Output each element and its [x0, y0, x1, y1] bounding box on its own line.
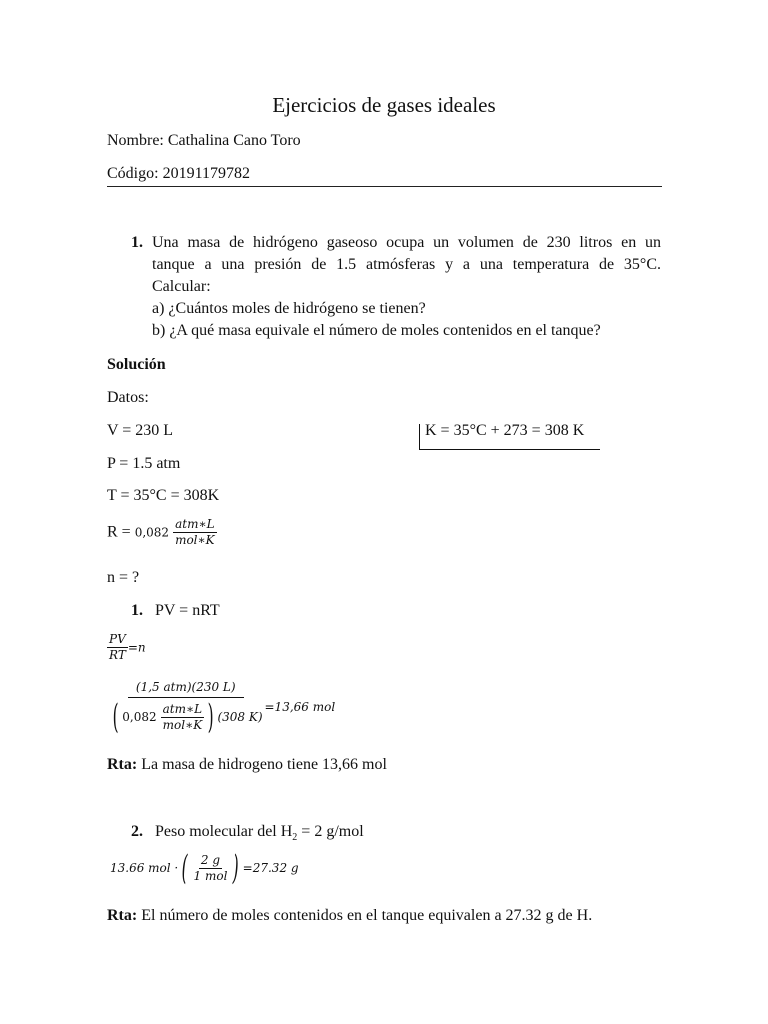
equals-n: =n	[127, 640, 146, 655]
answer-2	[107, 907, 592, 925]
pv-over-rt	[107, 632, 146, 663]
gas-constant-units	[173, 517, 217, 548]
calc-r-units-num: atm∗L	[162, 701, 203, 716]
student-name: Nombre: Cathalina Cano Toro	[107, 132, 301, 149]
gas-constant-units-den: mol∗K	[175, 533, 215, 547]
mass-calc-left: 13.66 mol ·	[110, 861, 179, 875]
calc-r-value: 0,082	[122, 709, 157, 724]
exercise-line-2: tanque a una presión de 1.5 atmósferas y a una temperatura de 35°C.	[152, 256, 661, 273]
ideal-gas-law: PV = nRT	[155, 602, 220, 619]
step-1-number: 1.	[131, 602, 143, 619]
exercise-line-1: Una masa de hidrógeno gaseoso ocupa un volumen de 230 litros en un	[152, 234, 661, 251]
exercise-question-a: a) ¿Cuántos moles de hidrógeno se tienen?	[152, 300, 426, 317]
rt-den: RT	[109, 648, 126, 662]
exercise-line-3: Calcular:	[152, 278, 211, 295]
moles-calculation	[107, 680, 336, 737]
mass-calc-result: =27.32 g	[242, 861, 299, 875]
exercise-number: 1.	[131, 234, 143, 251]
answer-1-text: La masa de hidrogeno tiene 13,66 mol	[141, 756, 387, 773]
calc-temperature: (308 K)	[217, 709, 263, 724]
answer-2-text: El número de moles contenidos en el tanque equivalen a 27.32 g de H.	[141, 907, 593, 924]
answer-1	[107, 756, 387, 774]
calc-r-units-den: mol∗K	[162, 717, 203, 732]
header-divider	[107, 186, 662, 187]
pressure-value: P = 1.5 atm	[107, 455, 181, 472]
gas-constant	[107, 517, 217, 548]
solution-heading: Solución	[107, 356, 166, 373]
pv-num: PV	[109, 632, 126, 646]
mass-calculation: 13.66 mol · ( $\frac{2 g}{\text{1 mol}}$ ) =27.32 g	[110, 848, 299, 888]
mass-calc-den: 1 mol	[193, 868, 228, 883]
calc-denominator: ( 0,082 $\frac{\text{atm∗L}}{\text{mol∗K}}$ ) (308 K)	[112, 697, 263, 737]
molecular-weight-subscript: 2	[292, 832, 298, 844]
gas-constant-label: R =	[107, 523, 135, 541]
gas-constant-value: 0,082	[134, 525, 170, 540]
volume-value: V = 230 L	[107, 422, 174, 439]
answer-2-label: Rta:	[107, 907, 138, 924]
answer-1-label: Rta:	[107, 756, 138, 773]
kelvin-conversion: K = 35°C + 273 = 308 K	[425, 422, 585, 439]
gas-constant-units-num: atm∗L	[175, 517, 215, 531]
moles-unknown: n = ?	[107, 569, 140, 586]
temperature-value: T = 35°C = 308K	[107, 487, 220, 504]
calc-numerator: (1,5 atm)(230 L)	[128, 680, 244, 698]
student-code: Código: 20191179782	[107, 165, 250, 182]
datos-label: Datos:	[107, 389, 149, 406]
molecular-weight	[155, 823, 364, 843]
exercise-question-b: b) ¿A qué masa equivale el número de moles contenidos en el tanque?	[152, 322, 601, 339]
molecular-weight-pre: Peso molecular del H	[155, 823, 293, 840]
molecular-weight-post: = 2 g/mol	[297, 823, 364, 840]
mass-calc-num: 2 g	[200, 852, 221, 867]
step-2-number: 2.	[131, 823, 143, 840]
calc-result: =13,66 mol	[264, 700, 336, 714]
document-title: Ejercicios de gases ideales	[272, 93, 496, 117]
